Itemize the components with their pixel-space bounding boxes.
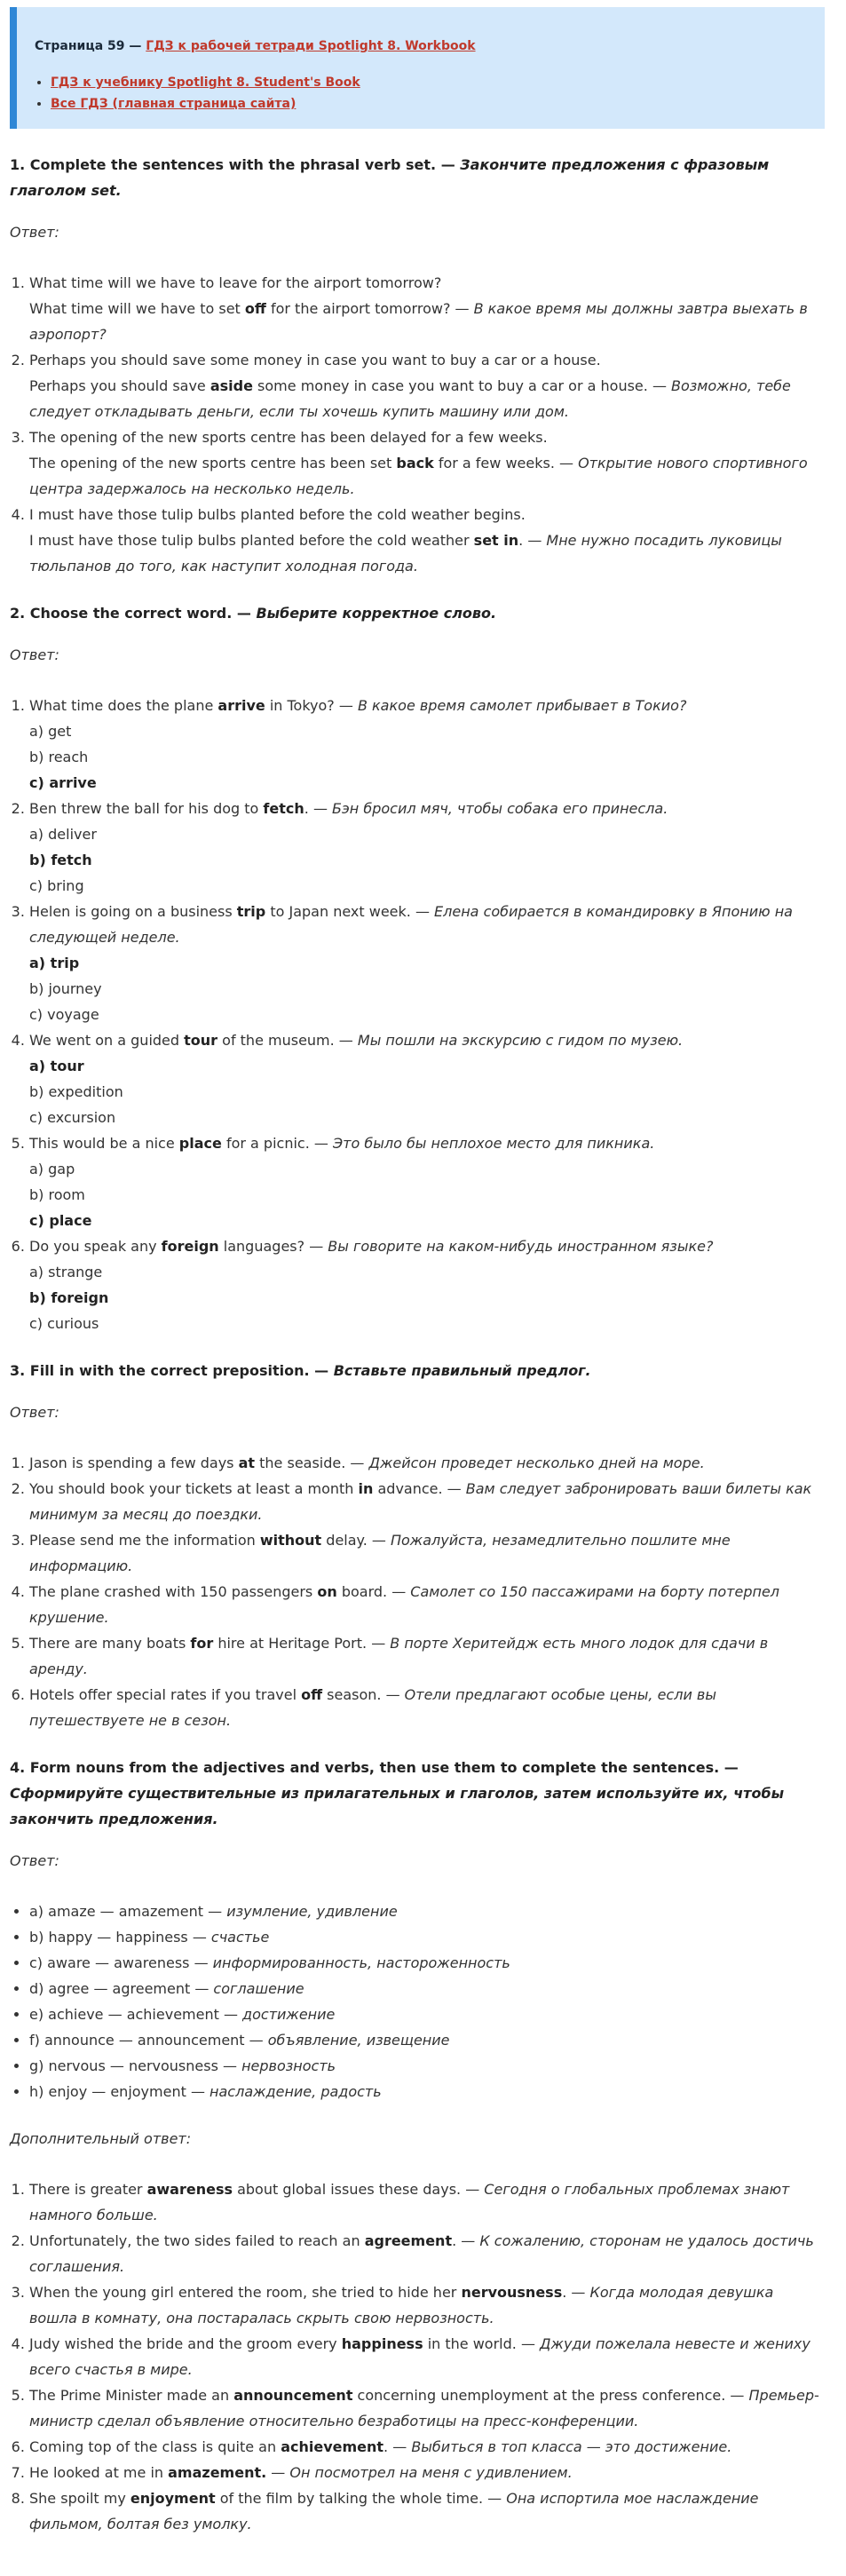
list-item: 6. Coming top of the class is quite an achievement. — Выбиться в топ класса — это достижение.: [29, 2434, 825, 2460]
list-item: 7. He looked at me in amazement. — Он посмотрел на меня с удивлением.: [29, 2460, 825, 2485]
option: a) get: [29, 723, 72, 740]
exercise-4-list: [10, 2176, 825, 2537]
option: b) expedition: [29, 1083, 123, 1100]
list-item: 5. There are many boats for hire at Heritage Port. — В порте Херитейдж есть много лодок для сдачи в аренду.: [29, 1630, 825, 1682]
list-item: • c) aware — awareness — информированность, настороженность: [29, 1950, 825, 1976]
exercise-3-title: 3. Fill in with the correct preposition. — Вставьте правильный предлог.: [10, 1362, 591, 1379]
option: a) strange: [29, 1264, 103, 1280]
option: a) gap: [29, 1161, 75, 1177]
nav-links: [35, 72, 807, 115]
list-item: 4. The plane crashed with 150 passengers on board. — Самолет со 150 пассажирами на борту потерпел крушение.: [29, 1579, 825, 1630]
option: c) bring: [29, 877, 84, 894]
exercise-4-title: 4. Form nouns from the adjectives and verbs, then use them to complete the sentences. — Сформируйте существительные из прилагательных и глаголов, затем используйте их, чтобы закончить предложения.: [10, 1759, 785, 1827]
list-item: 1. What time will we have to leave for the airport tomorrow? What time will we have to set off for the airport tomorrow? — В какое время мы должны завтра выехать в аэропорт?: [29, 270, 825, 347]
nav-item: [51, 72, 807, 93]
list-item: 2. You should book your tickets at least a month in advance. — Вам следует забронировать ваши билеты как минимум за месяц до поездки.: [29, 1476, 825, 1527]
list-item: 2. Unfortunately, the two sides failed to reach an agreement. — К сожалению, сторонам не удалось достичь соглашения.: [29, 2228, 825, 2279]
exercise-2-title: 2. Choose the correct word. — Выберите корректное слово.: [10, 605, 497, 622]
option-correct: c) arrive: [29, 774, 97, 791]
nav-item: [51, 93, 807, 115]
word-formation-list: [10, 1898, 825, 2104]
list-item: 5. This would be a nice place for a picnic. — Это было бы неплохое место для пикника. a) gap b) room c) place: [29, 1130, 825, 1233]
list-item: 6. Hotels offer special rates if you travel off season. — Отели предлагают особые цены, если вы путешествуете не в сезон.: [29, 1682, 825, 1733]
list-item: • h) enjoy — enjoyment — наслаждение, радость: [29, 2079, 825, 2104]
list-item: 6. Do you speak any foreign languages? — Вы говорите на каком-нибудь иностранном языке? a) strange b) foreign c) curious: [29, 1233, 825, 1336]
option-correct: b) fetch: [29, 852, 92, 868]
list-item: 1. Jason is spending a few days at the seaside. — Джейсон проведет несколько дней на море.: [29, 1450, 825, 1476]
list-item: • a) amaze — amazement — изумление, удивление: [29, 1898, 825, 1924]
answer-label: Ответ:: [10, 1404, 59, 1421]
option: b) room: [29, 1186, 85, 1203]
page-prefix: Страница 59 —: [35, 39, 146, 53]
list-item: 1. What time does the plane arrive in Tokyo? — В какое время самолет прибывает в Токио? a) get b) reach c) arrive: [29, 693, 825, 796]
exercise-1-title: 1. Complete the sentences with the phrasal verb set. — Закончите предложения с фразовым глаголом set.: [10, 156, 770, 199]
list-item: 4. We went on a guided tour of the museum. — Мы пошли на экскурсию с гидом по музею. a) tour b) expedition c) excursion: [29, 1027, 825, 1130]
list-item: 3. When the young girl entered the room, she tried to hide her nervousness. — Когда молодая девушка вошла в комнату, она постаралась скрыть свою нервозность.: [29, 2279, 825, 2331]
exercise-3-list: [10, 1450, 825, 1733]
list-item: • e) achieve — achievement — достижение: [29, 2001, 825, 2027]
list-item: 2. Ben threw the ball for his dog to fetch. — Бэн бросил мяч, чтобы собака его принесла. a) deliver b) fetch c) bring: [29, 796, 825, 899]
option: c) excursion: [29, 1109, 116, 1126]
list-item: • g) nervous — nervousness — нервозность: [29, 2053, 825, 2079]
option-correct: a) trip: [29, 955, 80, 971]
page-title: [35, 34, 807, 59]
option: b) reach: [29, 749, 89, 765]
option: a) deliver: [29, 826, 97, 843]
option-correct: c) place: [29, 1212, 92, 1229]
exercise-2-list: [10, 693, 825, 1336]
list-item: 3. Please send me the information without delay. — Пожалуйста, незамедлительно пошлите мне информацию.: [29, 1527, 825, 1579]
navigation-box: [10, 7, 825, 129]
option-correct: a) tour: [29, 1058, 84, 1074]
option: c) curious: [29, 1315, 99, 1332]
list-item: • d) agree — agreement — соглашение: [29, 1976, 825, 2001]
list-item: 4. I must have those tulip bulbs planted before the cold weather begins. I must have those tulip bulbs planted before the cold weather set in. — Мне нужно посадить луковицы тюльпанов до того, как наступит холодная погода.: [29, 502, 825, 579]
list-item: • f) announce — announcement — объявление, извещение: [29, 2027, 825, 2053]
list-item: 3. The opening of the new sports centre has been delayed for a few weeks. The opening of the new sports centre has been set back for a few weeks. — Открытие нового спортивного центра задержалось на несколько недель.: [29, 424, 825, 502]
list-item: 5. The Prime Minister made an announcement concerning unemployment at the press conference. — Премьер-министр сделал объявление относительно безработицы на пресс-конференции.: [29, 2382, 825, 2434]
list-item: 3. Helen is going on a business trip to Japan next week. — Елена собирается в командировку в Японию на следующей неделе. a) trip b) journey c) voyage: [29, 899, 825, 1027]
students-book-link[interactable]: ГДЗ к учебнику Spotlight 8. Student's Book: [51, 75, 360, 90]
exercise-1-list: [10, 270, 825, 579]
list-item: • b) happy — happiness — счастье: [29, 1924, 825, 1950]
all-gdz-link[interactable]: Все ГДЗ (главная страница сайта): [51, 97, 296, 111]
list-item: 1. There is greater awareness about global issues these days. — Сегодня о глобальных проблемах знают намного больше.: [29, 2176, 825, 2228]
option: b) journey: [29, 980, 102, 997]
workbook-link[interactable]: ГДЗ к рабочей тетради Spotlight 8. Workbook: [146, 39, 476, 53]
extra-answer-label: Дополнительный ответ:: [10, 2130, 192, 2147]
list-item: 4. Judy wished the bride and the groom every happiness in the world. — Джуди пожелала невесте и жениху всего счастья в мире.: [29, 2331, 825, 2382]
list-item: 8. She spoilt my enjoyment of the film by talking the whole time. — Она испортила мое наслаждение фильмом, болтая без умолку.: [29, 2485, 825, 2537]
answer-label: Ответ:: [10, 1852, 59, 1869]
list-item: 2. Perhaps you should save some money in case you want to buy a car or a house. Perhaps you should save aside some money in case you want to buy a car or a house. — Возможно, тебе следует откладывать деньги, если ты хочешь купить машину или дом.: [29, 347, 825, 424]
option: c) voyage: [29, 1006, 99, 1023]
answer-label: Ответ:: [10, 224, 59, 241]
answer-label: Ответ:: [10, 646, 59, 663]
option-correct: b) foreign: [29, 1289, 109, 1306]
